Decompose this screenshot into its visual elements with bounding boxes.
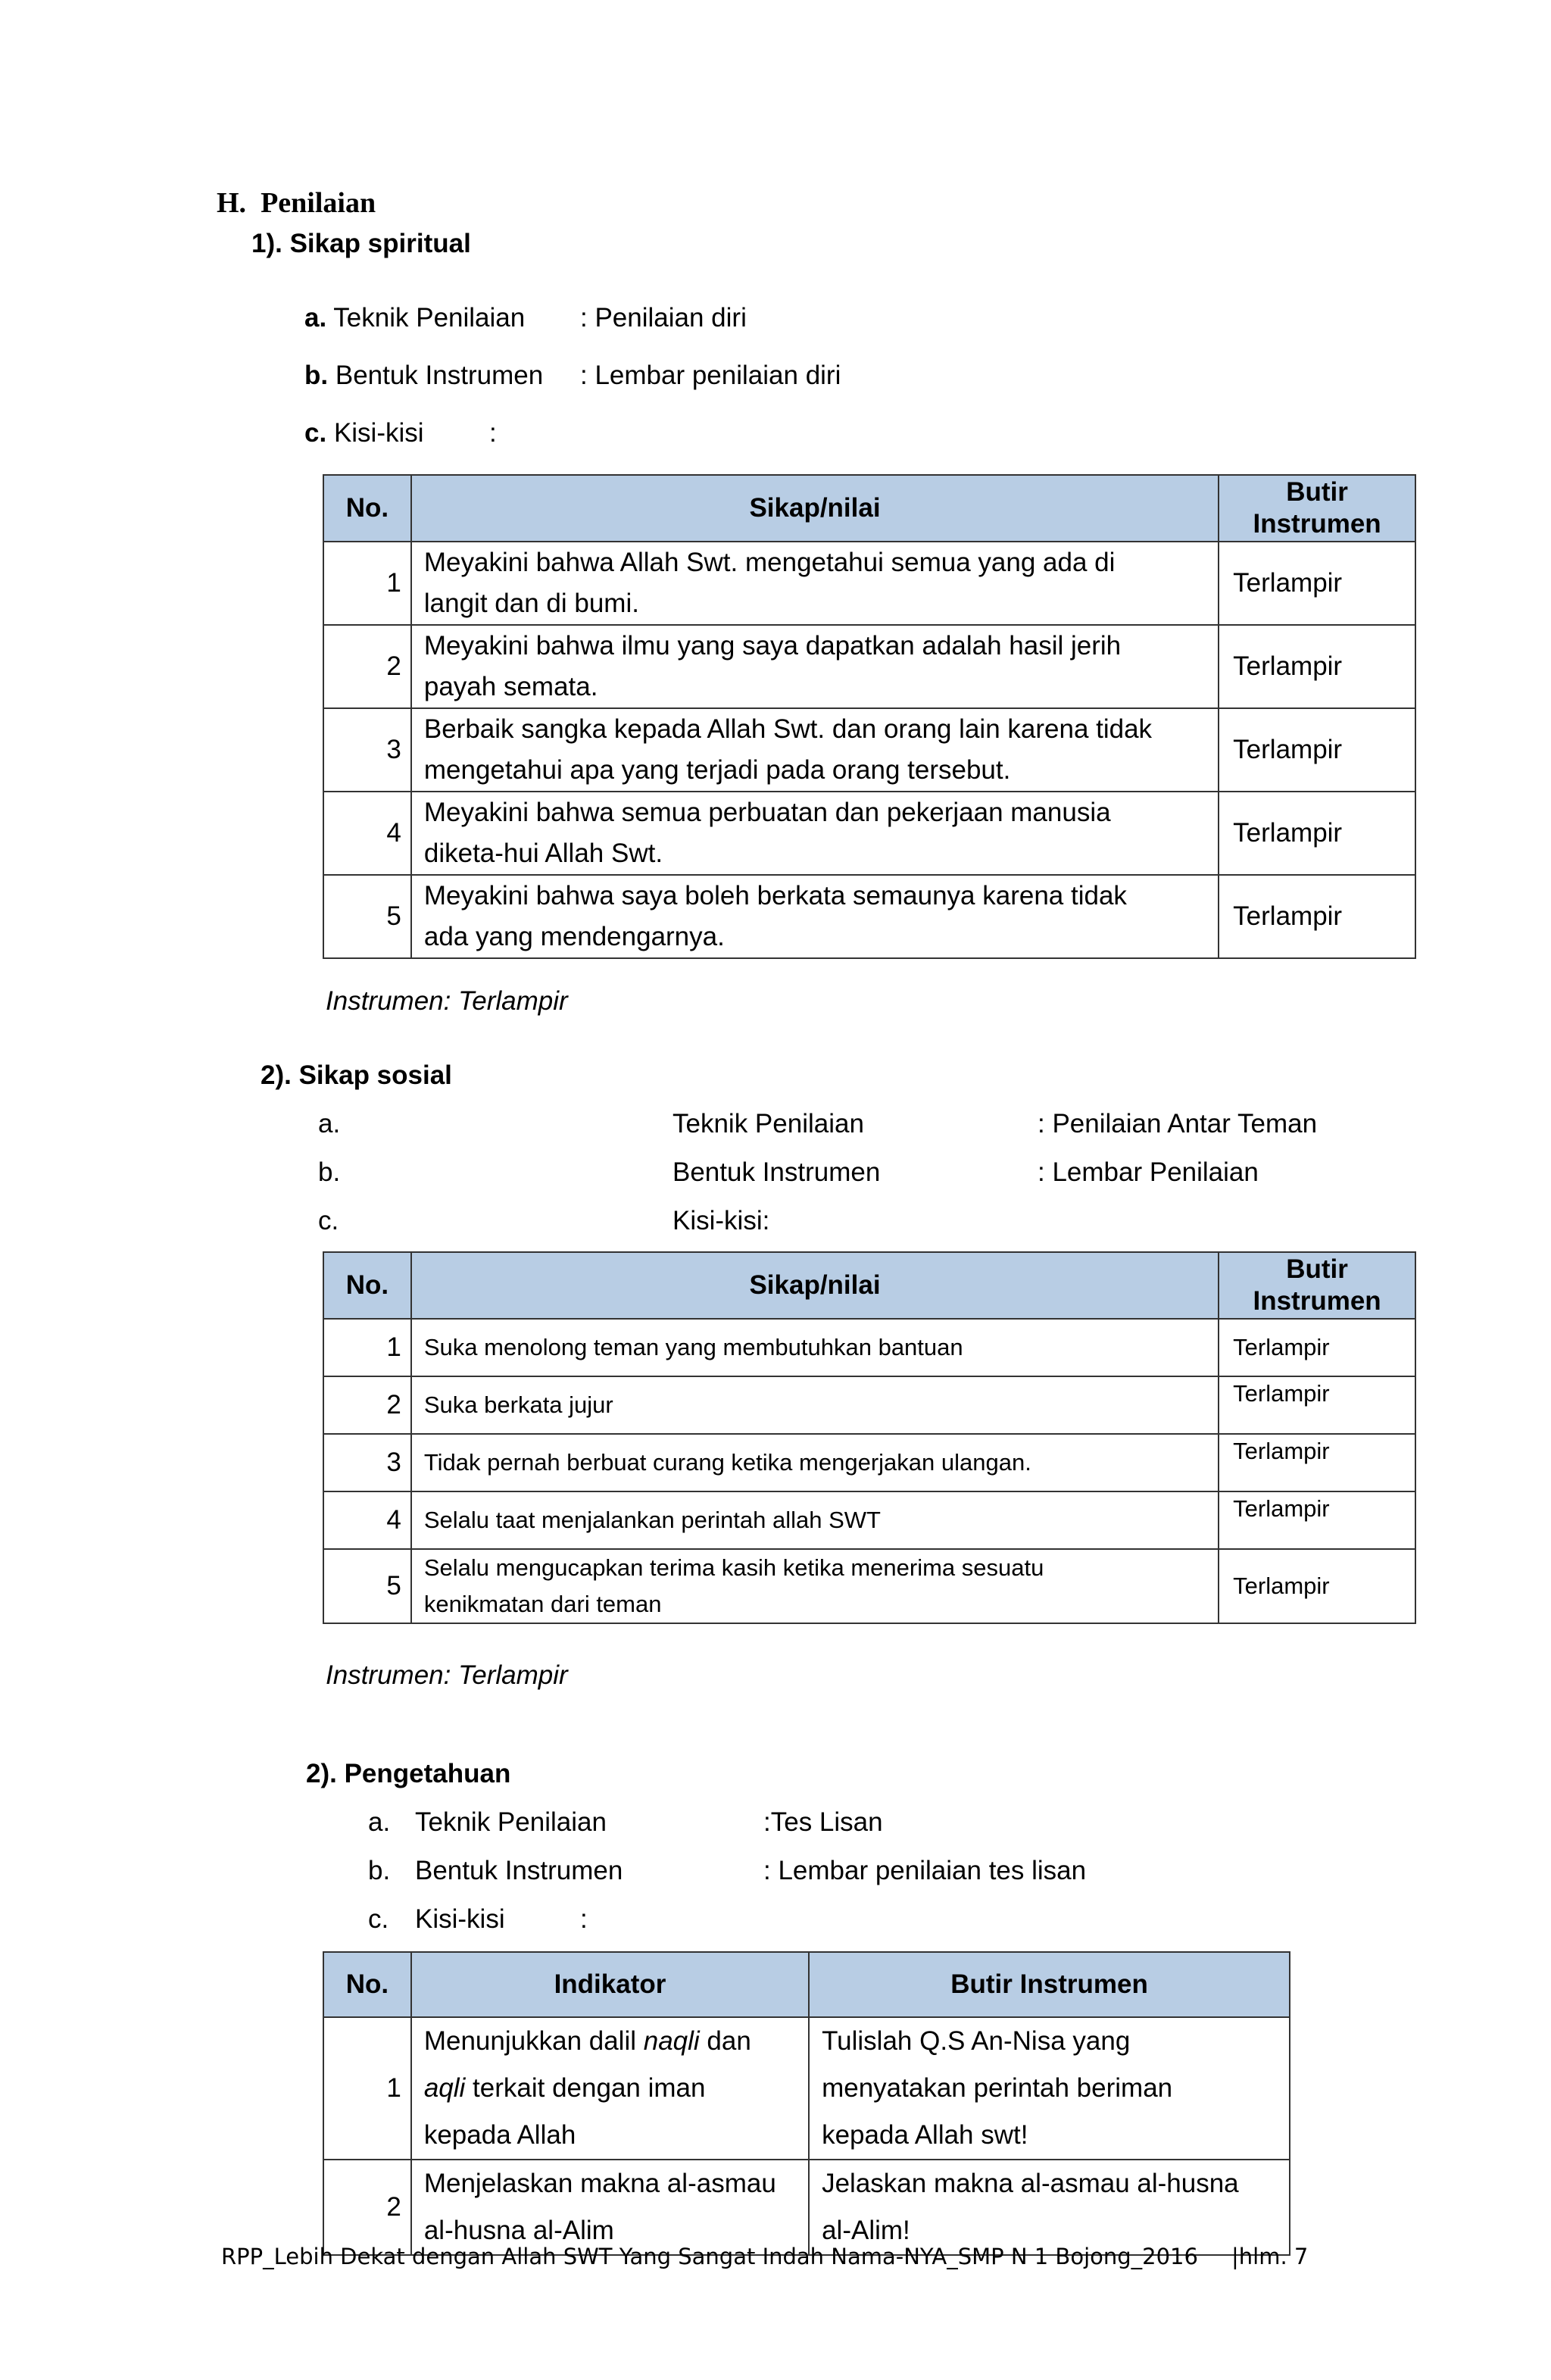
table-row: 5 Meyakini bahwa saya boleh berkata semaunya karena tidak ada yang mendengarnya. Terlampir (323, 875, 1415, 958)
sosial-item-b-value: : Lembar Penilaian (1038, 1157, 1259, 1187)
col-header-no: No. (323, 1252, 411, 1319)
spiritual-item-a-value: : Penilaian diri (580, 303, 747, 333)
pengetahuan-item-b-value: : Lembar penilaian tes lisan (763, 1856, 1087, 1885)
sosial-item-a-label: a. (318, 1109, 341, 1138)
section-title: Penilaian (261, 187, 376, 219)
col-header-no: No. (323, 1952, 411, 2017)
table-row: 4 Meyakini bahwa semua perbuatan dan pekerjaan manusia diketa-hui Allah Swt. Terlampir (323, 792, 1415, 875)
sosial-item-c-key: Kisi-kisi: (673, 1206, 770, 1235)
col-header-indikator: Indikator (411, 1952, 809, 2017)
pengetahuan-item-c-key: Kisi-kisi (415, 1904, 505, 1934)
pengetahuan-item-a-value: :Tes Lisan (763, 1807, 883, 1837)
col-header-butir: Butir Instrumen (1219, 1252, 1415, 1319)
pengetahuan-item-a-key: Teknik Penilaian (415, 1807, 607, 1837)
col-header-butir: Butir Instrumen (1219, 475, 1415, 542)
spiritual-item-a: a. Teknik Penilaian (304, 303, 526, 333)
sosial-item-b-label: b. (318, 1157, 341, 1187)
sosial-heading: 2). Sikap sosial (261, 1060, 452, 1090)
table-row: 2 Menjelaskan makna al-asmau al-husna al-Alim Jelaskan makna al-asmau al-husna al-Alim! (323, 2160, 1290, 2255)
pengetahuan-item-c-value: : (580, 1904, 588, 1934)
spiritual-note: Instrumen: Terlampir (326, 986, 568, 1016)
sosial-item-a-key: Teknik Penilaian (673, 1109, 864, 1138)
section-heading (217, 186, 376, 220)
table-row: 2 Suka berkata jujur Terlampir (323, 1376, 1415, 1434)
sosial-item-b-key: Bentuk Instrumen (673, 1157, 881, 1187)
spiritual-item-b-value: : Lembar penilaian diri (580, 361, 841, 390)
col-header-sikap: Sikap/nilai (411, 475, 1219, 542)
table-header-row (323, 475, 1415, 542)
col-header-no: No. (323, 475, 411, 542)
table-row: 1 Suka menolong teman yang membutuhkan bantuan Terlampir (323, 1319, 1415, 1376)
table-row: 5 Selalu mengucapkan terima kasih ketika menerima sesuatu kenikmatan dari teman Terlampir (323, 1549, 1415, 1623)
table-row: 4 Selalu taat menjalankan perintah allah SWT Terlampir (323, 1491, 1415, 1549)
spiritual-item-b: b. Bentuk Instrumen (304, 361, 544, 390)
pengetahuan-heading: 2). Pengetahuan (306, 1759, 511, 1788)
pengetahuan-item-b-label: b. (368, 1856, 391, 1885)
table-row: 1 Menunjukkan dalil naqli dan aqli terkait dengan iman kepada Allah Tulislah Q.S An-Nisa yang menyatakan perintah beriman kepada Allah swt! (323, 2017, 1290, 2160)
sosial-note: Instrumen: Terlampir (326, 1660, 568, 1690)
table-header-row (323, 1252, 1415, 1319)
spiritual-item-c: c. Kisi-kisi (304, 418, 424, 448)
pengetahuan-table (323, 1951, 1290, 2256)
sosial-table (323, 1251, 1416, 1624)
sosial-item-a-value: : Penilaian Antar Teman (1038, 1109, 1318, 1138)
footer-text: RPP_Lebih Dekat dengan Allah SWT Yang Sangat Indah Nama-NYA_SMP N 1 Bojong_2016 (221, 2244, 1198, 2269)
table-row: 2 Meyakini bahwa ilmu yang saya dapatkan adalah hasil jerih payah semata. Terlampir (323, 625, 1415, 708)
col-header-butir: Butir Instrumen (809, 1952, 1290, 2017)
spiritual-table (323, 474, 1416, 959)
section-letter: H. (217, 187, 247, 219)
col-header-sikap: Sikap/nilai (411, 1252, 1219, 1319)
sosial-item-c-label: c. (318, 1206, 339, 1235)
pengetahuan-item-b-key: Bentuk Instrumen (415, 1856, 623, 1885)
table-row: 3 Berbaik sangka kepada Allah Swt. dan orang lain karena tidak mengetahui apa yang terjadi pada orang tersebut. Terlampir (323, 708, 1415, 792)
pengetahuan-item-a-label: a. (368, 1807, 391, 1837)
table-row: 3 Tidak pernah berbuat curang ketika mengerjakan ulangan. Terlampir (323, 1434, 1415, 1491)
pengetahuan-item-c-label: c. (368, 1904, 389, 1934)
spiritual-item-c-value: : (489, 418, 497, 448)
table-header-row (323, 1952, 1290, 2017)
spiritual-heading: 1). Sikap spiritual (251, 229, 471, 258)
table-row: 1 Meyakini bahwa Allah Swt. mengetahui semua yang ada di langit dan di bumi. Terlampir (323, 542, 1415, 625)
page-number: |hlm. 7 (1231, 2244, 1309, 2269)
